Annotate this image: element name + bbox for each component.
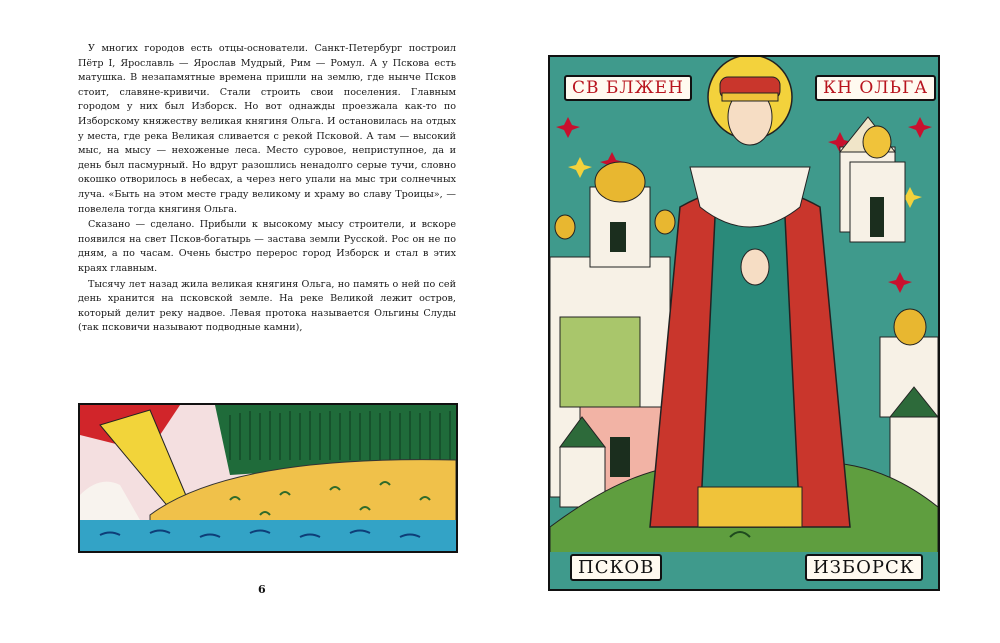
paragraph-1: У многих городов есть отцы-основатели. Санкт-Петербург построил Пётр I, Ярославль — Ярослав Мудрый, Рим — Ромул. А у Пскова есть матушка. В незапамятные времена пришли на землю, где нынче Псков стоит, славяне-кривичи. Стали строить свои поселения. Главным городом у них был Изборск. Но вот однажды проезжала как-то по Изборскому княжеству великая княгиня Ольга. И остановилась на отдых у места, где река Великая сливается с рекой Псковой. А там — высокий мыс, на мысу — нехоженые леса. Место суровое, неприступное, да и день был пасмурный. Но вдруг разошлись ненадолго серые тучи, словно окошко отворилось в небесах, а через него упали на мыс три солнечных луча. «Быть на этом месте граду великому и храму во славу Троицы», — повелела тогда княгиня Ольга. (78, 43, 456, 215)
paragraph-3: Тысячу лет назад жила великая княгиня Ольга, но память о ней по сей день хранится на псковской земле. На реке Великой лежит остров, который делит реку надвое. Левая протока называется Ольгины Слуды (так псковичи называют подводные камни), (78, 278, 456, 334)
icon-label-bottom-right: ИЗБОРСК (805, 554, 923, 581)
icon-label-top-right: КН ОЛЬГА (815, 75, 936, 101)
landscape-illustration (78, 403, 458, 553)
icon-label-top-left: СВ БЛЖЕН (564, 75, 692, 101)
paragraph-2: Сказано — сделано. Прибыли к высокому мысу строители, и вскоре появился на свет Псков-богатырь — застава земли Русской. Рос он не по дням, а по часам. Очень быстро перерос город Изборск и стал в этих краях главным. (78, 219, 456, 274)
saint-olga-icon-illustration (548, 55, 940, 591)
page-number: 6 (258, 583, 266, 596)
icon-label-bottom-left: ПСКОВ (570, 554, 662, 581)
body-text (78, 42, 456, 337)
